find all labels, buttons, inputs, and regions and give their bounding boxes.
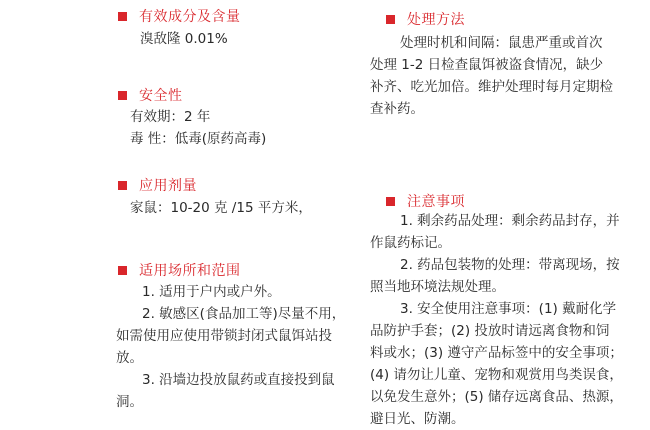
notes-text	[370, 210, 623, 430]
paragraph-line: 料或水；(3) 遵守产品标签中的安全事项；	[370, 345, 623, 361]
list-item-continued: 放。	[116, 350, 143, 366]
bullet-square-icon	[386, 15, 395, 24]
paragraph-line: (4) 请勿让儿童、宠物和观赏用鸟类误食，	[370, 367, 623, 383]
section-title: 有效成分及含量	[139, 9, 241, 25]
list-item: 3. 沿墙边投放鼠药或直接投到鼠	[142, 372, 335, 388]
bullet-square-icon	[118, 266, 127, 275]
shelf-life: 有效期：2 年	[130, 109, 211, 125]
section-notes	[386, 191, 465, 211]
paragraph-line: 处理 1-2 日检查鼠饵被盗食情况，缺少	[370, 57, 604, 73]
paragraph-line: 作鼠药标记。	[370, 235, 451, 251]
list-item-continued: 洞。	[116, 394, 143, 410]
bullet-square-icon	[386, 197, 395, 206]
toxicity: 毒 性：低毒(原药高毒)	[130, 131, 267, 147]
paragraph-line: 3. 安全使用注意事项：(1) 戴耐化学	[400, 301, 617, 317]
section-ingredient	[118, 6, 241, 26]
section-scope	[118, 260, 241, 280]
dosage-value: 家鼠：10-20 克 /15 平方米，	[130, 200, 312, 216]
paragraph-line: 处理时机和间隔：鼠患严重或首次	[400, 35, 603, 51]
list-item: 2. 敏感区(食品加工等)尽量不用，	[142, 306, 346, 322]
section-title: 注意事项	[407, 194, 465, 210]
paragraph-line: 1. 剩余药品处理：剩余药品封存，并	[400, 213, 620, 229]
bullet-square-icon	[118, 91, 127, 100]
paragraph-line: 以免发生意外；(5) 储存远离食品、热源，	[370, 389, 623, 405]
section-title: 安全性	[139, 88, 183, 104]
bullet-square-icon	[118, 12, 127, 21]
section-safety	[118, 85, 183, 105]
section-title: 处理方法	[407, 12, 465, 28]
section-title: 应用剂量	[139, 178, 197, 194]
section-title: 适用场所和范围	[139, 263, 241, 279]
paragraph-line: 品防护手套；(2) 投放时请远离食物和饲	[370, 323, 610, 339]
ingredient-value: 溴敌隆 0.01%	[140, 31, 228, 47]
method-text	[370, 32, 613, 120]
section-method	[386, 9, 465, 29]
paragraph-line: 2. 药品包装物的处理：带离现场，按	[400, 257, 620, 273]
list-item: 1. 适用于户内或户外。	[142, 284, 281, 300]
bullet-square-icon	[118, 181, 127, 190]
paragraph-line: 补齐、吃光加倍。维护处理时每月定期检	[370, 79, 613, 95]
paragraph-line: 照当地环境法规处理。	[370, 279, 505, 295]
paragraph-line: 避日光、防潮。	[370, 411, 465, 427]
scope-list	[116, 281, 345, 413]
section-dosage	[118, 175, 197, 195]
paragraph-line: 查补药。	[370, 101, 424, 117]
list-item-continued: 如需使用应使用带锁封闭式鼠饵站投	[116, 328, 332, 344]
